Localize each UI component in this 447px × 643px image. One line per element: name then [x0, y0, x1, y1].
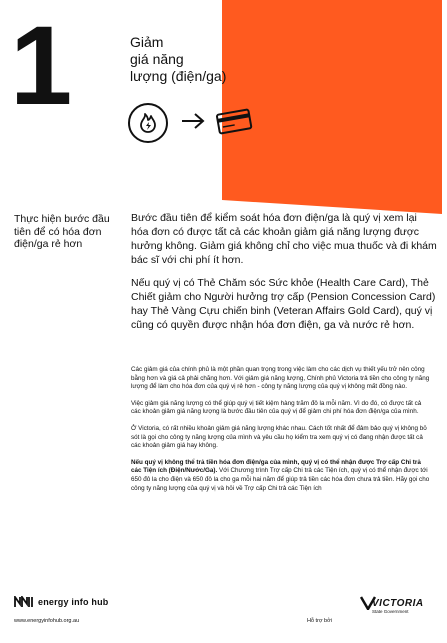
flame-bolt-icon — [128, 103, 168, 143]
title-line: lượng (điện/ga) — [130, 68, 227, 84]
arrow-right-icon — [180, 112, 206, 135]
victoria-government-logo — [360, 596, 430, 630]
title-line: Giảm — [130, 34, 164, 50]
body-emphasis: Nếu quý vị không thể trả tiền hóa đơn điện/ga của mình, quý vị có thể nhận được Trợ cấp Chi trả các Tiện ích (Điện/Nước/Ga). — [131, 458, 421, 475]
body-paragraph-rest: Với Chương trình Trợ cấp Chi trả các Tiện ích, quý vị có thể nhận được tới 650 đô la cho điện và 650 đô la cho ga mỗi hai năm để giúp trả tiền các hóa đơn chưa trả tiền. Hãy gọi cho công ty năng lượng của quý vị và hỏi về Trợ cấp Chi trả các Tiện ích — [131, 467, 430, 492]
step-number: 1 — [10, 3, 69, 128]
lead-text — [131, 211, 437, 341]
card-icon — [214, 107, 254, 140]
victoria-subtitle: State Government — [372, 609, 409, 614]
brand-name: energy info hub — [38, 597, 109, 607]
victoria-wordmark: VICTORIA — [372, 598, 424, 609]
body-paragraph: Ở Victoria, có rất nhiều khoản giảm giá năng lượng khác nhau. Cách tốt nhất để đảm bảo quý vị không bỏ sót là gọi cho công ty năng lượng của mình và yêu cầu họ kiểm tra xem quý vị có đang nhận được tất cả các khoản giảm giá hay không. — [131, 424, 427, 450]
body-text — [131, 366, 431, 501]
energy-info-hub-logo — [14, 596, 109, 608]
side-heading: Thực hiện bước đầu tiên để có hóa đơn điện/ga rẻ hơn — [14, 213, 110, 250]
supported-by-label: Hỗ trợ bởi — [307, 618, 332, 624]
orange-accent-block — [222, 0, 442, 200]
footer-url[interactable]: www.energyinfohub.org.au — [14, 618, 80, 624]
lead-paragraph: Bước đầu tiên để kiểm soát hóa đơn điện/ga là quý vị xem lại hóa đơn có được tất cả các khoản giảm giá năng lượng được hưởng không. Giảm giá không chỉ cho việc mua thuốc và đi khám bác sĩ với chi phí ít hơn. — [131, 212, 437, 266]
icons-row — [128, 102, 254, 144]
hub-logo-icon — [14, 596, 34, 608]
title-line: giá năng — [130, 51, 184, 67]
body-paragraph — [131, 459, 431, 493]
lead-paragraph: Nếu quý vị có Thẻ Chăm sóc Sức khỏe (Health Care Card), Thẻ Chiết giảm cho Người hưởng trợ cấp (Pension Concession Card) hay Thẻ Vàng Cựu chiến binh (Veteran Affairs Gold Card), quý vị cũng có quyền được nhận hóa đơn điện, ga và nước rẻ hơn. — [131, 277, 436, 331]
page-title — [130, 34, 270, 85]
body-paragraph: Các giảm giá của chính phủ là một phần quan trọng trong việc làm cho các dịch vụ thiết yếu trở nên công bằng hơn và giá cả phải chăng hơn. Với giảm giá năng lượng, Chính phủ Victoria trả tiền cho công ty năng lượng để làm cho hóa đơn của quý vị rẻ hơn - công ty năng lượng của quý vị không mất đồng nào. — [131, 366, 430, 391]
body-paragraph: Việc giảm giá năng lượng có thể giúp quý vị tiết kiệm hàng trăm đô la mỗi năm. Vì do đó, có được tất cả các khoản giảm giá năng lượng là bước đầu tiên của quý vị để giảm chi phí hóa đơn điện/ga của mình. — [131, 399, 422, 416]
